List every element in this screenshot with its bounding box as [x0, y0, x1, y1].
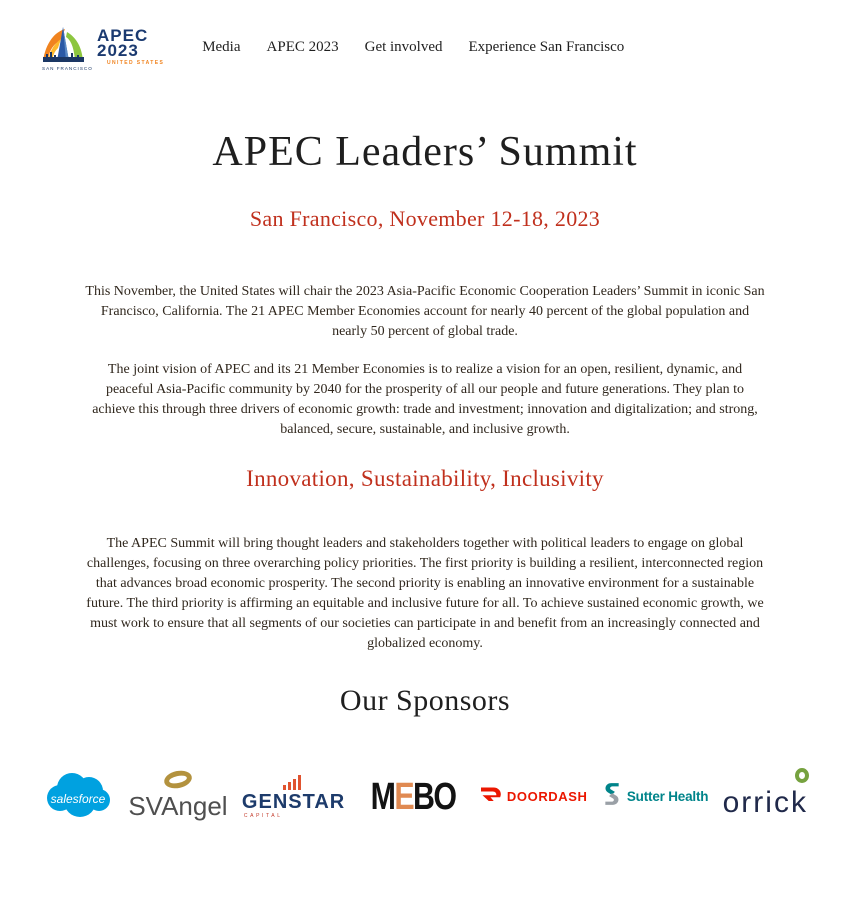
- mebo-letter-e: E: [393, 775, 413, 818]
- salesforce-wordmark: salesforce: [50, 792, 106, 806]
- sponsor-genstar[interactable]: [242, 775, 345, 819]
- sponsors-row: [42, 768, 808, 825]
- genstar-bars-icon: [283, 775, 301, 790]
- sponsor-sv-angel[interactable]: [128, 771, 227, 822]
- logo-line-apec: APEC: [97, 26, 149, 45]
- sponsor-sutter-health[interactable]: [602, 782, 708, 811]
- bottom-whitespace: [0, 825, 850, 915]
- nav-item-media[interactable]: Media: [202, 38, 241, 55]
- orrick-lockup: [723, 776, 808, 818]
- nav-item-experience-san-francisco[interactable]: Experience San Francisco: [468, 38, 625, 55]
- logo-city-label: SAN FRANCISCO: [42, 66, 93, 71]
- orrick-ring-icon: [795, 768, 809, 783]
- sutter-health-wordmark: Sutter Health: [626, 789, 709, 804]
- logo-line-year: 2023: [97, 41, 139, 60]
- genstar-capital-label: CAPITAL: [243, 812, 283, 819]
- sponsors-heading: Our Sponsors: [339, 684, 511, 717]
- priorities-paragraph: The APEC Summit will bring thought leaders and stakeholders together with political leaders to engage on global challenges, focusing on three overarching policy priorities. The first priority is building a resilient, interconnected region that advances broad economic prosperity. The second priority is enabling an innovative environment for a sustainable future. The third priority is affirming an equitable and inclusive future for all. To achieve sustained economic growth, we must work to ensure that all segments of our societies can participate in and benefit from an increasingly connected and globalized economy.: [86, 536, 764, 651]
- doordash-wing-icon: [480, 786, 502, 807]
- sponsor-doordash[interactable]: [480, 786, 588, 807]
- nav-item-get-involved[interactable]: Get involved: [364, 38, 443, 55]
- main-nav: [202, 39, 624, 56]
- svangel-wordmark: SVAngel: [128, 791, 228, 821]
- sponsor-orrick[interactable]: [723, 776, 808, 818]
- priorities-heading: Innovation, Sustainability, Inclusivity: [246, 466, 604, 491]
- apec-2023-logo[interactable]: [40, 24, 164, 76]
- main-content: [0, 128, 850, 915]
- site-header: [0, 0, 850, 76]
- mebo-letters-bo: BO: [412, 775, 455, 818]
- doordash-wordmark: DOORDASH: [506, 789, 588, 804]
- svangel-halo-icon: [162, 768, 193, 790]
- sponsor-mebo[interactable]: [360, 775, 466, 818]
- apec-bridge-icon: [40, 24, 94, 76]
- nav-item-apec-2023[interactable]: APEC 2023: [266, 38, 339, 55]
- vision-paragraph: The joint vision of APEC and its 21 Member Economies is to realize a vision for an open, resilient, dynamic, and peaceful Asia-Pacific community by 2040 for the prosperity of all our people and future generations. They plan to achieve this through three drivers of economic growth: trade and investment; innovation and digitalization; and strong, balanced, secure, sustainable, and inclusive growth.: [92, 362, 758, 437]
- event-date-subtitle: San Francisco, November 12-18, 2023: [249, 206, 601, 231]
- logo-wordmark: [97, 28, 164, 66]
- mebo-letter-m: M: [370, 775, 394, 818]
- page-title: APEC Leaders’ Summit: [212, 129, 638, 175]
- logo-united-states-label: UNITED STATES: [107, 60, 165, 66]
- mebo-wordmark: [370, 775, 455, 818]
- sutter-health-s-icon: [602, 782, 622, 811]
- orrick-wordmark: orrick: [722, 785, 808, 819]
- sponsor-salesforce[interactable]: [42, 768, 114, 825]
- intro-paragraph: This November, the United States will chair the 2023 Asia-Pacific Economic Cooperation Leaders’ Summit in iconic San Francisco, California. The 21 APEC Member Economies account for nearly 40 percent of the global population and nearly 50 percent of global trade.: [85, 284, 765, 339]
- genstar-wordmark: GENSTAR: [241, 790, 346, 813]
- salesforce-cloud-icon: [42, 768, 114, 825]
